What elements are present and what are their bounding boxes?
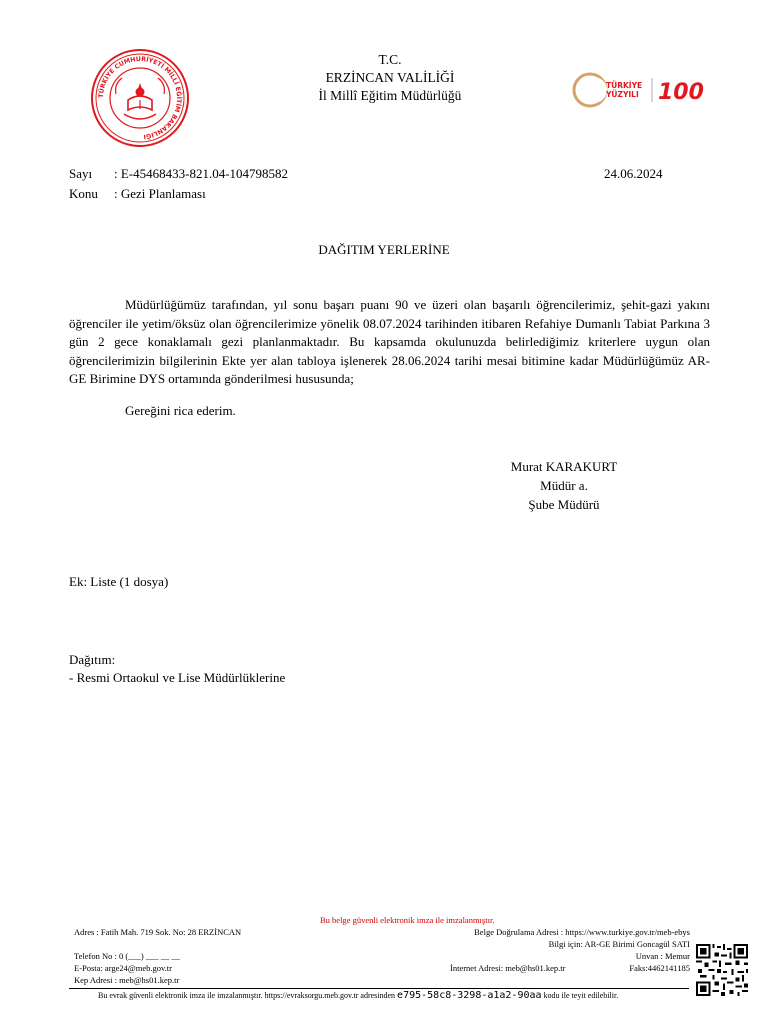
secure-signature-notice: Bu belge güvenli elektronik imza ile imzalanmıştır.: [320, 915, 495, 925]
turkiye-yuzyili-logo: [572, 70, 722, 110]
footer-email: E-Posta: arge24@meb.gov.tr: [74, 963, 173, 973]
meb-seal-logo: [90, 48, 190, 148]
recipient-heading: DAĞITIM YERLERİNE: [318, 242, 450, 257]
footer-kep: Kep Adresi : meb@hs01.kep.tr: [74, 975, 180, 985]
footer-verification-pre: Bu evrak güvenli elektronik imza ile imzalanmıştır. https://evraksorgu.meb.gov.tr adresinden: [98, 991, 396, 1000]
footer-address: Adres : Fatih Mah. 719 Sok. No: 28 ERZİNCAN: [74, 927, 242, 937]
footer-fax: Faks:4462141185: [629, 963, 690, 973]
signer-position: Şube Müdürü: [528, 497, 600, 512]
signer-title: Müdür a.: [540, 478, 588, 493]
header-valilik: ERZİNCAN VALİLİĞİ: [325, 70, 455, 85]
sayi-value: : E-45468433-821.04-104798582: [114, 166, 289, 181]
footer-verify-url: Belge Doğrulama Adresi : https://www.turkiye.gov.tr/meb-ebys: [474, 927, 690, 937]
distribution-item: - Resmi Ortaokul ve Lise Müdürlüklerine: [69, 670, 286, 685]
verification-code: e795-58c8-3298-a1a2-90aa: [397, 990, 542, 1001]
document-date: 24.06.2024: [604, 166, 663, 181]
qr-code-icon: [696, 944, 748, 996]
konu-value: : Gezi Planlaması: [114, 186, 206, 201]
signer-name: Murat KARAKURT: [510, 459, 618, 474]
footer-unvan: Unvan : Memur: [635, 951, 690, 961]
sayi-label: Sayı: [69, 166, 93, 181]
logo-line1: TÜRKİYE: [606, 81, 643, 90]
header-tc: T.C.: [378, 52, 402, 67]
body-paragraph-text: Müdürlüğümüz tarafından, yıl sonu başarı puanı 90 ve üzeri olan başarılı öğrencilerimiz, şehit-gazi yakını öğrenciler ile yetim/öksüz olan öğrencilerimize yönelik 08.07.2024 tarihinden itibaren Refahiye Dumanlı Tabiat Parkına 3 gün 2 gece konaklamalı gezi planlanmaktadır. Bu kapsamda okulunuzda belirlediğimiz kriterlere uygun olan öğrencilerimizin bilgilerinin Ekte yer alan tabloya işlenerek 28.06.2024 tarihi mesai bitimine kadar Müdürlüğümüz AR-GE Birimine DYS ortamında gönderilmesi hususunda;: [69, 297, 710, 387]
footer-phone: Telefon No : 0 (___) ___ __ __: [74, 951, 180, 961]
footer-internet: İnternet Adresi: meb@hs01.kep.tr: [450, 963, 566, 973]
logo-number: 100: [658, 80, 704, 105]
body-paragraph: [69, 296, 710, 389]
seal-ring-text: TÜRKİYE CUMHURİYETİ MİLLÎ EĞİTİM BAKANLIĞI: [97, 55, 183, 140]
logo-line2: YÜZYILI: [606, 90, 639, 99]
header-mudurluk: İl Millî Eğitim Müdürlüğü: [318, 88, 462, 103]
footer-verification-post: kodu ile teyit edilebilir.: [543, 991, 619, 1000]
attachment-note: Ek: Liste (1 dosya): [69, 574, 169, 589]
footer-verification-line: [98, 990, 618, 1001]
konu-label: Konu: [69, 186, 98, 201]
footer-divider: [69, 988, 689, 989]
footer-info: Bilgi için: AR-GE Birimi Goncagül SATI: [548, 939, 690, 949]
closing-line: Gereğini rica ederim.: [125, 403, 236, 418]
distribution-label: Dağıtım:: [69, 652, 116, 667]
